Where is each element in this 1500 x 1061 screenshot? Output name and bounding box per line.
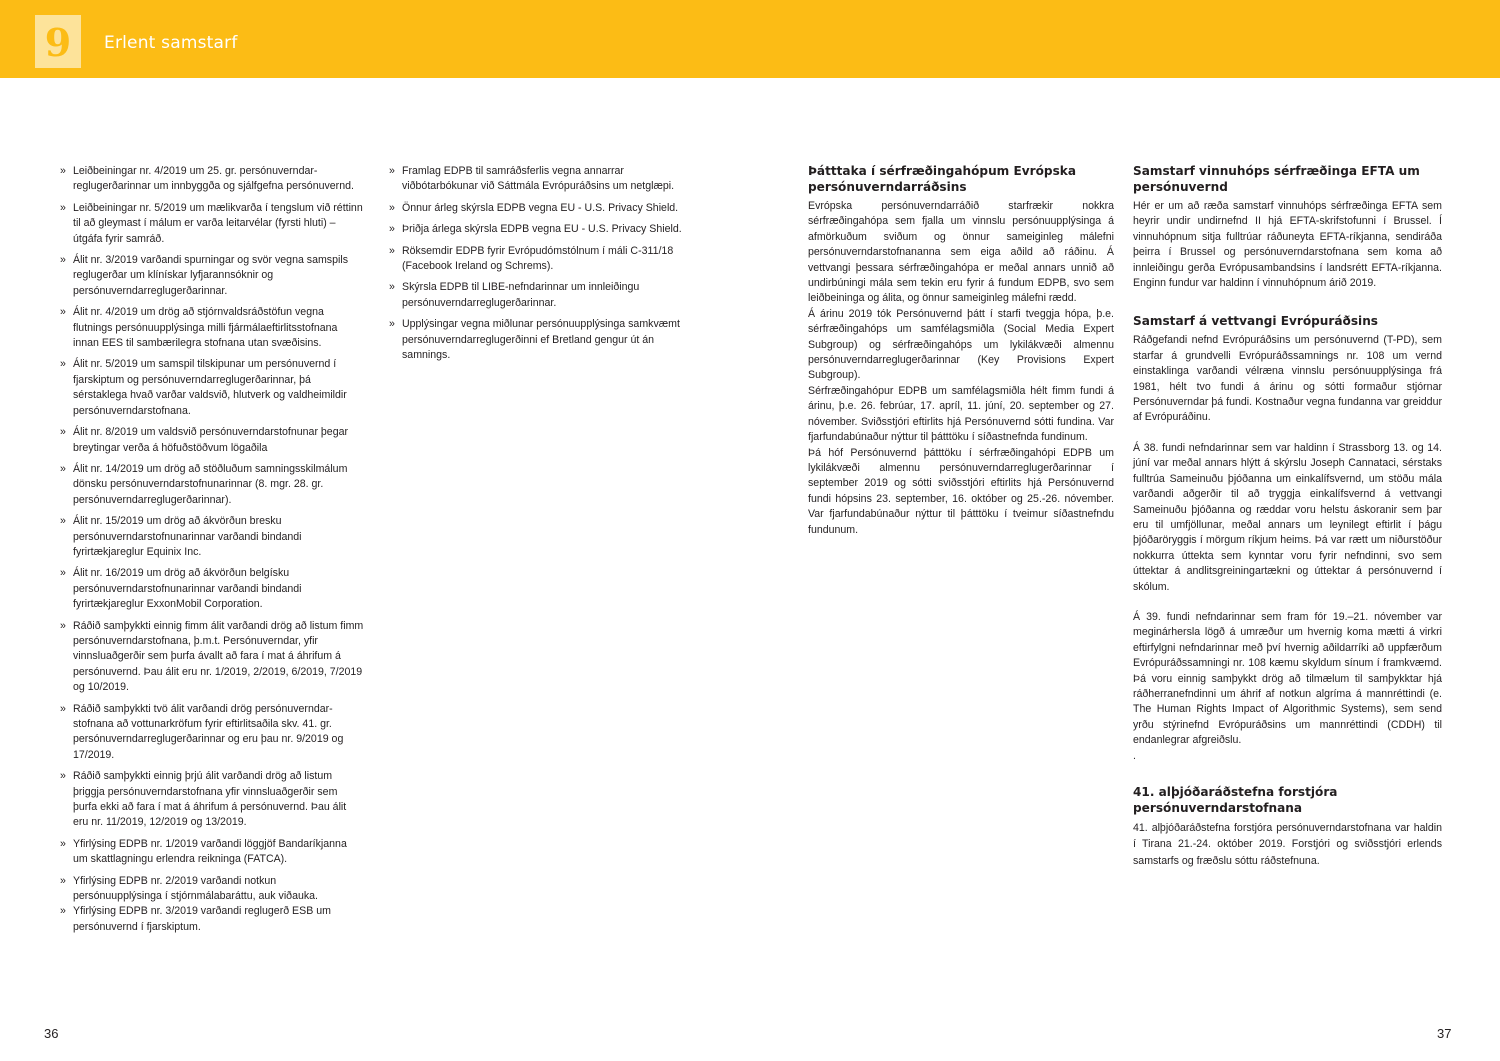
paragraph: Á árinu 2019 tók Persónuvernd þátt í starfi tveggja hópa, þ.e. sérfræðingahóps um samfélagsmiðla (Social Media Expert Subgroup) og sérfræðingahóps um lykilákvæði almennu persónuverndarreglugerðarinnar (Key Provisions Expert Subgroup). bbox=[808, 307, 1114, 382]
paragraph: 41. alþjóðaráðstefna forstjóra persónuverndarstofnana var haldin í Tirana 21.-24. október 2019. Forstjóri og sviðsstjóri erlends samstarfs og fræðslu sóttu ráðstefnuna. bbox=[1133, 821, 1442, 867]
list-item: » Álit nr. 16/2019 um drög að ákvörðun belgísku persónuverndarstofnunarinnar varðandi bindandi fyrirtækjareglur ExxonMobil Corporation. bbox=[60, 566, 364, 612]
list-item: » Ráðið samþykkti einnig fimm álit varðandi drög að listum fimm persónuverndarstofnana, þ.m.t. Persónuverndar, yfir vinnsluaðgerðir sem þurfa ávallt að fara í mat á áhrifum á persónuvernd. Þau álit eru nr. 1/2019, 2/2019, 6/2019, 7/2019 og 10/2019. bbox=[60, 619, 364, 696]
page-number-left: 36 bbox=[44, 1026, 59, 1041]
list-item: » Álit nr. 8/2019 um valdsvið persónuverndarstofnunar þegar breytingar verða á höfuðstöðvum lögaðila bbox=[60, 425, 364, 456]
right-page-column-1 bbox=[808, 163, 1114, 538]
page-number-right: 37 bbox=[1437, 1026, 1452, 1041]
list-item: » Álit nr. 4/2019 um drög að stjórnvaldsráðstöfun vegna flutnings persónuupplýsinga milli fjármálaeftirlitsstofnana innan EES til sambærilegra stofnana utan svæðisins. bbox=[60, 305, 364, 351]
section-heading: Samstarf vinnuhóps sérfræðinga EFTA um persónuvernd bbox=[1133, 164, 1420, 194]
list-item: » Leiðbeiningar nr. 4/2019 um 25. gr. persónuverndar-reglugerðarinnar um innbyggða og sjálfgefna persónuvernd. bbox=[60, 164, 364, 195]
list-item: » Yfirlýsing EDPB nr. 1/2019 varðandi löggjöf Bandaríkjanna um skattlagningu erlendra reikninga (FATCA). bbox=[60, 837, 364, 868]
list-item: » Leiðbeiningar nr. 5/2019 um mælikvarða í tengslum við réttinn til að gleymast í málum er varða leitarvélar (fyrsti hluti) – útgáfa fyrir samráð. bbox=[60, 201, 364, 247]
section-heading: 41. alþjóðaráðstefna forstjóra persónuverndarstofnana bbox=[1133, 784, 1338, 815]
list-item: » Önnur árleg skýrsla EDPB vegna EU - U.S. Privacy Shield. bbox=[389, 201, 695, 216]
left-page-column-1 bbox=[60, 164, 364, 941]
section-heading: Þátttaka í sérfræðingahópum Evrópska persónuverndarráðsins bbox=[808, 164, 1076, 194]
list-item: » Yfirlýsing EDPB nr. 2/2019 varðandi notkun persónuupplýsinga í stjórnmálabaráttu, auk viðauka. bbox=[60, 874, 364, 905]
right-page-column-2 bbox=[1133, 163, 1442, 869]
left-page-column-2 bbox=[389, 164, 695, 369]
list-item: » Álit nr. 5/2019 um samspil tilskipunar um persónuvernd í fjarskiptum og persónuverndarreglugerðarinnar, þá sérstaklega hvað varðar valdsvið, hlutverk og valdheimildir persónuverndarstofnana. bbox=[60, 357, 364, 419]
chapter-number-box bbox=[35, 15, 81, 68]
paragraph: Sérfræðingahópur EDPB um samfélagsmiðla hélt fimm fundi á árinu, þ.e. 26. febrúar, 17. apríl, 11. júní, 20. september og 27. nóvember. Sviðsstjóri eftirlits hjá Persónuvernd sótti fundina. Var fjarfundabúnaður nýttur til þátttöku í síðastnefnda fundinum. bbox=[808, 384, 1114, 444]
chapter-header-bar bbox=[0, 0, 1500, 78]
list-item: » Álit nr. 3/2019 varðandi spurningar og svör vegna samspils reglugerðar um klínískar lyfjarannsóknir og persónuverndarreglugerðarinnar. bbox=[60, 253, 364, 299]
chapter-title: Erlent samstarf bbox=[104, 33, 238, 53]
list-item: » Ráðið samþykkti einnig þrjú álit varðandi drög að listum þriggja persónuverndarstofnana yfir vinnsluaðgerðir sem þurfa ekki að fara í mat á áhrifum á persónuvernd. Þau álit eru nr. 11/2019, 12/2019 og 13/2019. bbox=[60, 769, 364, 831]
list-item: » Yfirlýsing EDPB nr. 3/2019 varðandi reglugerð ESB um persónuvernd í fjarskiptum. bbox=[60, 904, 364, 935]
list-item: » Álit nr. 14/2019 um drög að stöðluðum samningsskilmálum dönsku persónuverndarstofnunarinnar (8. mgr. 28. gr. persónuverndarreglugerðarinnar). bbox=[60, 462, 364, 508]
stray-period: . bbox=[1133, 749, 1136, 762]
paragraph: Hér er um að ræða samstarf vinnuhóps sérfræðinga EFTA sem heyrir undir undirnefnd II hjá EFTA-skrifstofunni í Brussel. Í vinnuhópnum sitja fulltrúar ráðuneyta EFTA-ríkjanna, sendiráða þeirra í Brussel og persónuverndarstofnana sem koma að innleiðingu gerða Evrópusambandsins í landsrétt EFTA-ríkjanna. Enginn fundur var haldinn í vinnuhópnum árið 2019. bbox=[1133, 200, 1442, 290]
paragraph: Evrópska persónuverndarráðið starfrækir nokkra sérfræðingahópa sem fjalla um vinnslu persónuupplýsinga á afmörkuðum sviðum og önnur sameiginleg málefni persónuverndarstofnananna sem eiga aðild að ráðinu. Á vettvangi þessara sérfræðingahópa er meðal annars unnið að undirbúningi mála sem tekin eru fyrir á fundum EDPB, svo sem leiðbeininga og álita, og önnur sameiginleg málefni rædd. bbox=[808, 200, 1114, 305]
list-item: » Röksemdir EDPB fyrir Evrópudómstólnum í máli C-311/18 (Facebook Ireland og Schrems). bbox=[389, 244, 695, 275]
list-item: » Skýrsla EDPB til LIBE-nefndarinnar um innleiðingu persónuverndarreglugerðarinnar. bbox=[389, 280, 695, 311]
list-item: » Framlag EDPB til samráðsferlis vegna annarrar viðbótarbókunar við Sáttmála Evrópuráðsins um netglæpi. bbox=[389, 164, 695, 195]
paragraph: Á 38. fundi nefndarinnar sem var haldinn í Strassborg 13. og 14. júní var meðal annars hlýtt á skýrslu Joseph Cannataci, sérstaks fulltrúa Sameinuðu þjóðanna um einkalífsvernd, um stöðu mála varðandi aðgerðir til að tryggja einkalífsvernd á vettvangi Sameinuðu þjóðanna og ræddar voru helstu áskoranir sem þar eru til umfjöllunar, meðal annars um leynilegt eftirlit í þágu þjóðaröryggis í mörgum ríkjum heims. Þá var rætt um niðurstöður nokkurra úttekta sem kynntar voru fyrir nefndinni, svo sem úttektar á andlitsgreiningartækni og úttektar á persónuvernd í skólum. bbox=[1133, 441, 1442, 593]
section-heading: Samstarf á vettvangi Evrópuráðsins bbox=[1133, 314, 1379, 329]
paragraph: Þá hóf Persónuvernd þátttöku í sérfræðingahópi EDPB um lykilákvæði almennu persónuverndarreglugerðarinnar í september 2019 og sótti sviðsstjóri eftirlits hjá Persónuvernd fundi hópsins 23. september, 16. október og 25.-26. nóvember. Var fjarfundabúnaður nýttur til þátttöku í tveimur síðastnefndu fundunum. bbox=[808, 446, 1114, 536]
list-item: » Ráðið samþykkti tvö álit varðandi drög persónuverndar-stofnana að vottunarkröfum fyrir eftirlitsaðila skv. 41. gr. persónuverndarreglugerðarinnar og eru þau nr. 9/2019 og 17/2019. bbox=[60, 702, 364, 764]
list-item: » Þriðja árlega skýrsla EDPB vegna EU - U.S. Privacy Shield. bbox=[389, 222, 695, 237]
list-item: » Álit nr. 15/2019 um drög að ákvörðun bresku persónuverndarstofnunarinnar varðandi bindandi fyrirtækjareglur Equinix Inc. bbox=[60, 514, 364, 560]
paragraph: Ráðgefandi nefnd Evrópuráðsins um persónuvernd (T-PD), sem starfar á grundvelli Evrópuráðssamnings nr. 108 um vernd einstaklinga varðandi vélræna vinnslu persónuupplýsinga frá 1981, hélt tvo fundi á árinu og sótti formaður stjórnar Persónuverndar þá fundi. Kostnaður vegna fundanna var greiddur af Evrópuráðinu. bbox=[1133, 334, 1442, 424]
paragraph: Á 39. fundi nefndarinnar sem fram fór 19.–21. nóvember var meginárhersla lögð á umræður um hvernig koma mætti á virkri eftirfylgni nefndarinnar með því hvernig aðildarríki að uppfærðum Evrópuráðssamningi nr. 108 kæmu skyldum sínum í framkvæmd. Þá voru einnig samþykkt drög að tilmælum til samþykktar hjá ráðherranefndinni um áhrif af notkun algríma á mannréttindi (e. The Human Rights Impact of Algorithmic Systems), sem send yrðu stýrinefnd Evrópuráðsins um mannréttindi (CDDH) til endanlegrar afgreiðslu. bbox=[1133, 610, 1442, 747]
chapter-number: 9 bbox=[44, 20, 72, 65]
list-item: » Upplýsingar vegna miðlunar persónuupplýsinga samkvæmt persónuverndarreglugerðinni ef Bretland gengur út án samnings. bbox=[389, 317, 695, 363]
